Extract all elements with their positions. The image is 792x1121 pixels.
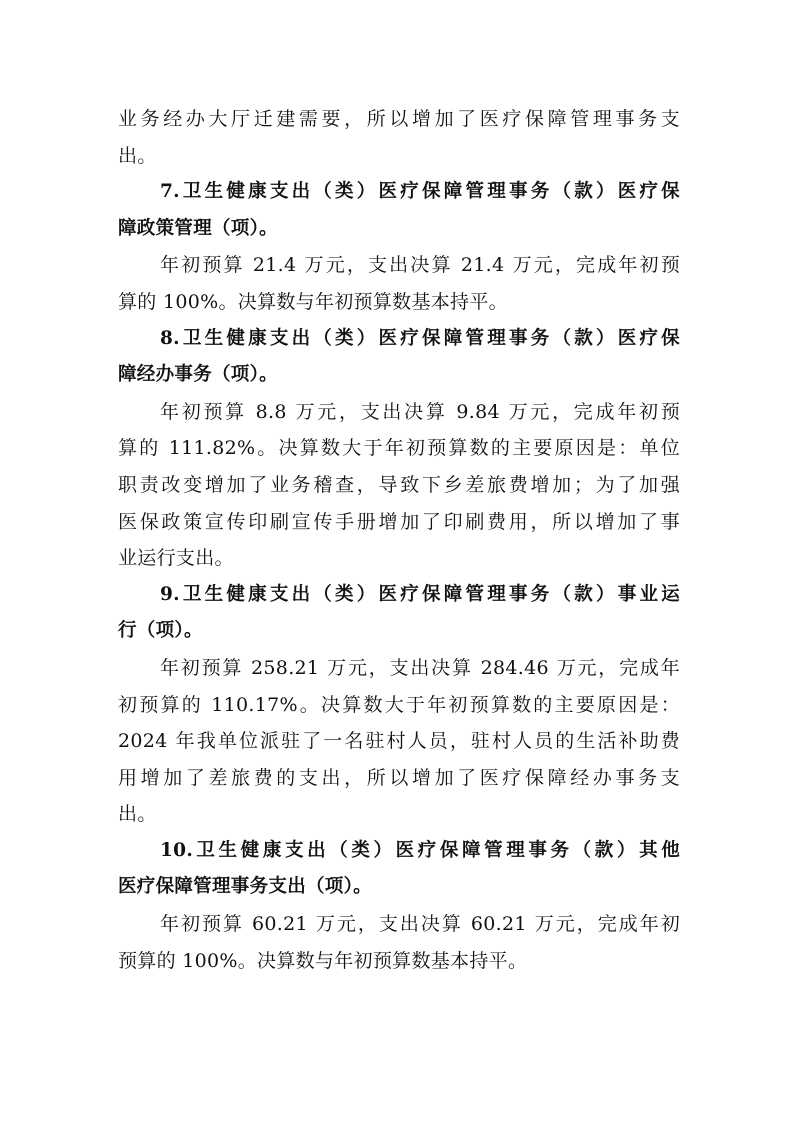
- section-heading: 10.卫生健康支出（类）医疗保障管理事务（款）其他: [160, 839, 680, 861]
- section-heading: 行（项）。: [118, 620, 203, 642]
- text-line: 业务经办大厅迁建需要，所以增加了医疗保障管理事务支: [118, 108, 680, 130]
- section-heading: 7.卫生健康支出（类）医疗保障管理事务（款）医疗保: [160, 181, 680, 203]
- text-line: 算的 100%。决算数与年初预算数基本持平。: [118, 290, 508, 313]
- section-heading: 障经办事务（项）。: [118, 364, 278, 386]
- section-heading: 医疗保障管理事务支出（项）。: [118, 876, 372, 898]
- document-body: [118, 101, 680, 979]
- text-line: 年初预算 21.4 万元，支出决算 21.4 万元，完成年初预: [160, 254, 680, 277]
- text-line: 出。: [118, 803, 157, 826]
- text-line: 用增加了差旅费的支出，所以增加了医疗保障经办事务支: [118, 766, 680, 789]
- section-heading: 9.卫生健康支出（类）医疗保障管理事务（款）事业运: [160, 583, 680, 605]
- text-line: 算的 111.82%。决算数大于年初预算数的主要原因是：单位: [118, 437, 680, 460]
- text-line: 出。: [118, 144, 157, 167]
- text-line: 职责改变增加了业务稽查，导致下乡差旅费增加；为了加强: [118, 473, 680, 496]
- text-line: 年初预算 8.8 万元，支出决算 9.84 万元，完成年初预: [160, 400, 680, 423]
- text-line: 初预算的 110.17%。决算数大于年初预算数的主要原因是：: [118, 693, 680, 716]
- section-heading: 障政策管理（项）。: [118, 217, 278, 239]
- text-line: 医保政策宣传印刷宣传手册增加了印刷费用，所以增加了事: [118, 510, 680, 533]
- text-line: 预算的 100%。决算数与年初预算数基本持平。: [118, 949, 528, 972]
- text-line: 年初预算 258.21 万元，支出决算 284.46 万元，完成年: [160, 656, 680, 679]
- text-line: 2024 年我单位派驻了一名驻村人员，驻村人员的生活补助费: [118, 730, 680, 753]
- text-line: 年初预算 60.21 万元，支出决算 60.21 万元，完成年初: [160, 913, 680, 936]
- text-line: 业运行支出。: [118, 547, 234, 570]
- section-heading: 8.卫生健康支出（类）医疗保障管理事务（款）医疗保: [160, 327, 680, 349]
